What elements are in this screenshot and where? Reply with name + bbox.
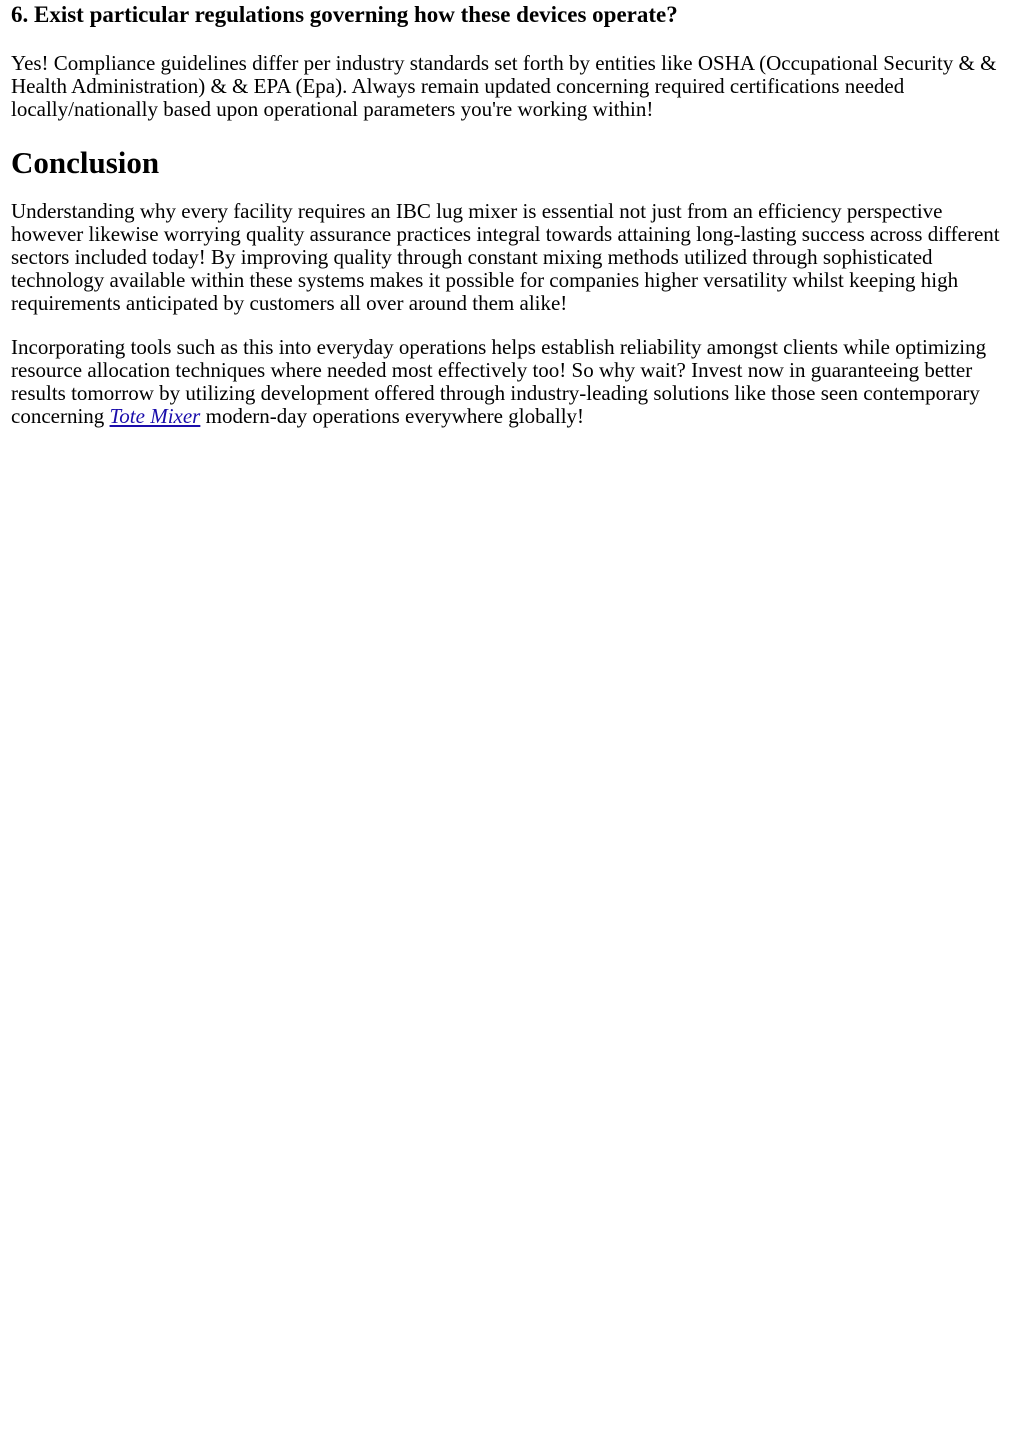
conclusion-paragraph-2 <box>11 336 1014 428</box>
paragraph-text-after-link: modern-day operations everywhere globally! <box>200 404 585 428</box>
conclusion-paragraph-1: Understanding why every facility requires an IBC lug mixer is essential not just from an efficiency perspective however likewise worrying quality assurance practices integral towards attaining long-lasting success across different sectors included today! By improving quality through constant mixing methods utilized through sophisticated technology available within these systems makes it possible for companies higher versatility whilst keeping high requirements anticipated by customers all over around them alike! <box>11 199 1000 315</box>
paragraph-text-before-link: Incorporating tools such as this into everyday operations helps establish reliability amongst clients while optimizing resource allocation techniques where needed most effectively too! So why wait? Invest now in guaranteeing better results tomorrow by utilizing development offered through industry-leading solutions like those seen contemporary concerning <box>11 335 987 428</box>
faq-answer: Yes! Compliance guidelines differ per industry standards set forth by entities like OSHA (Occupational Security & & Health Administration) & & EPA (Epa). Always remain updated concerning required certifications needed locally/nationally based upon operational parameters you're working within! <box>11 51 997 121</box>
conclusion-heading: Conclusion <box>11 145 160 180</box>
article-content <box>0 2 1024 428</box>
faq-heading: 6. Exist particular regulations governing how these devices operate? <box>11 2 678 27</box>
tote-mixer-link[interactable]: Tote Mixer <box>109 404 201 428</box>
